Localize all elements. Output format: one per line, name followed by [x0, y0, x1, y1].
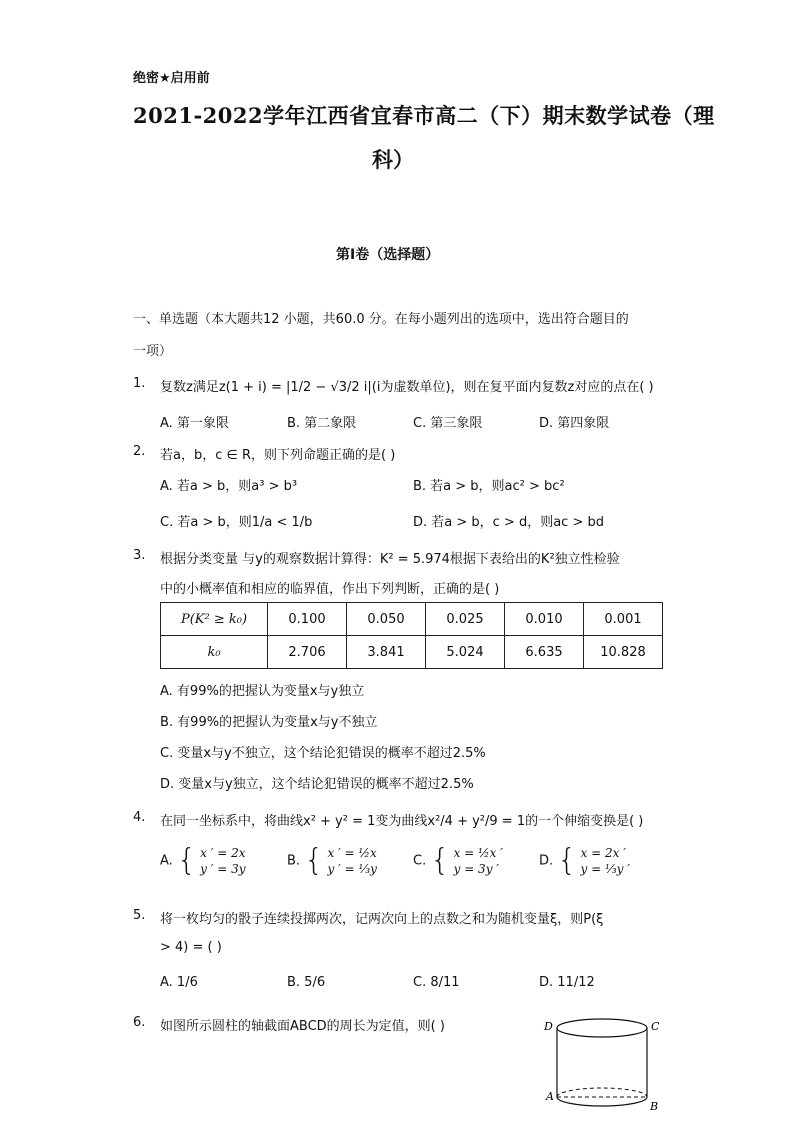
table-row	[161, 636, 663, 669]
table-cell: 10.828	[584, 636, 663, 669]
table-cell: 0.050	[347, 603, 426, 636]
equation-system	[200, 845, 245, 877]
q1-option-c[interactable]: C. 第三象限	[413, 416, 483, 431]
q4-option-d[interactable]	[539, 845, 630, 877]
equation-line: y ′ = ⅓y	[327, 862, 377, 876]
table-cell: 0.025	[426, 603, 505, 636]
question-1-stem: 复数z满足z(1 + i) = |1/2 − √3/2 i|(i为虚数单位)，则在复平面内复数z对应的点在( )	[160, 380, 654, 395]
cylinder-bottom-back	[557, 1088, 647, 1097]
equation-system	[327, 845, 376, 877]
question-number: 2.	[133, 444, 146, 459]
equation-system	[454, 845, 503, 877]
question-4-stem: 在同一坐标系中，将曲线x² + y² = 1变为曲线x²/4 + y²/9 = 1的一个伸缩变换是( )	[160, 814, 644, 829]
question-3-stem-line2: 中的小概率值和相应的临界值，作出下列判断，正确的是( )	[160, 582, 500, 597]
q5-option-b[interactable]: B. 5/6	[287, 975, 326, 990]
part-instruction-line1: 一、单选题（本大题共12 小题，共60.0 分。在每小题列出的选项中，选出符合题目的	[133, 312, 629, 327]
option-label: A.	[160, 853, 173, 869]
exam-title-line2: 科）	[372, 147, 414, 172]
table-cell: 2.706	[268, 636, 347, 669]
question-5-stem-line2: > 4) = ( )	[160, 940, 222, 955]
table-cell: 0.100	[268, 603, 347, 636]
equation-line: x ′ = ½x	[327, 846, 377, 860]
q3-option-c[interactable]: C. 变量x与y不独立，这个结论犯错误的概率不超过2.5%	[160, 746, 486, 761]
question-number: 5.	[133, 908, 146, 923]
question-number: 3.	[133, 548, 146, 563]
question-3-stem-line1: 根据分类变量 与y的观察数据计算得：K² = 5.974根据下表给出的K²独立性检验	[160, 552, 620, 567]
q1-option-b[interactable]: B. 第二象限	[287, 416, 357, 431]
question-5-stem-line1: 将一枚均匀的骰子连续投掷两次，记两次向上的点数之和为随机变量ξ，则P(ξ	[160, 912, 604, 927]
question-number: 6.	[133, 1015, 146, 1030]
critical-value-table	[160, 602, 663, 669]
q4-option-a[interactable]	[160, 845, 246, 877]
point-b-label: B	[650, 1100, 659, 1113]
cylinder-bottom-front	[557, 1097, 647, 1106]
table-cell: 0.001	[584, 603, 663, 636]
equation-line: x = 2x ′	[580, 846, 626, 860]
point-a-label: A	[546, 1090, 554, 1103]
table-row	[161, 603, 663, 636]
equation-line: x ′ = 2x	[200, 846, 246, 860]
equation-line: y ′ = 3y	[200, 862, 246, 876]
question-6-stem: 如图所示圆柱的轴截面ABCD的周长为定值，则( )	[160, 1019, 445, 1034]
table-header-cell: P(K² ≥ k₀)	[161, 603, 268, 636]
q5-option-c[interactable]: C. 8/11	[413, 975, 460, 990]
q2-option-a[interactable]: A. 若a > b，则a³ > b³	[160, 479, 298, 494]
brace-icon: {	[176, 843, 197, 878]
q4-option-b[interactable]	[287, 845, 377, 877]
table-cell: 5.024	[426, 636, 505, 669]
q3-option-d[interactable]: D. 变量x与y独立，这个结论犯错误的概率不超过2.5%	[160, 777, 474, 792]
q3-option-b[interactable]: B. 有99%的把握认为变量x与y不独立	[160, 715, 378, 730]
option-label: C.	[413, 853, 427, 869]
table-cell: 6.635	[505, 636, 584, 669]
q2-option-b[interactable]: B. 若a > b，则ac² > bc²	[413, 479, 565, 494]
question-number: 4.	[133, 810, 146, 825]
brace-icon: {	[304, 843, 324, 878]
q1-option-d[interactable]: D. 第四象限	[539, 416, 610, 431]
brace-icon: {	[557, 843, 577, 878]
question-2-stem: 若a，b，c ∈ R，则下列命题正确的是( )	[160, 448, 396, 463]
equation-line: y = ⅓y ′	[580, 862, 630, 876]
q2-option-d[interactable]: D. 若a > b，c > d，则ac > bd	[413, 515, 604, 530]
secret-label: 绝密★启用前	[133, 71, 210, 86]
section-title: 第Ⅰ卷（选择题）	[336, 247, 440, 263]
equation-line: y = 3y ′	[453, 862, 500, 876]
point-c-label: C	[651, 1020, 660, 1033]
option-label: B.	[287, 853, 301, 869]
q2-option-c[interactable]: C. 若a > b，则1/a < 1/b	[160, 515, 313, 530]
exam-title-line1: 2021-2022学年江西省宜春市高二（下）期末数学试卷（理	[133, 103, 715, 128]
equation-system	[581, 845, 630, 877]
q4-option-c[interactable]	[413, 845, 503, 877]
equation-line: x = ½x ′	[453, 846, 503, 860]
q5-option-d[interactable]: D. 11/12	[539, 975, 595, 990]
brace-icon: {	[430, 843, 450, 878]
q3-option-a[interactable]: A. 有99%的把握认为变量x与y独立	[160, 684, 365, 699]
q5-option-a[interactable]: A. 1/6	[160, 975, 198, 990]
table-cell: 0.010	[505, 603, 584, 636]
part-instruction-line2: 一项）	[133, 344, 173, 359]
option-label: D.	[539, 853, 554, 869]
table-cell: 3.841	[347, 636, 426, 669]
cylinder-top-ellipse	[557, 1019, 647, 1037]
table-header-cell: k₀	[161, 636, 268, 669]
cylinder-figure	[540, 1012, 665, 1117]
question-number: 1.	[133, 376, 146, 391]
point-d-label: D	[544, 1020, 553, 1033]
q1-option-a[interactable]: A. 第一象限	[160, 416, 229, 431]
